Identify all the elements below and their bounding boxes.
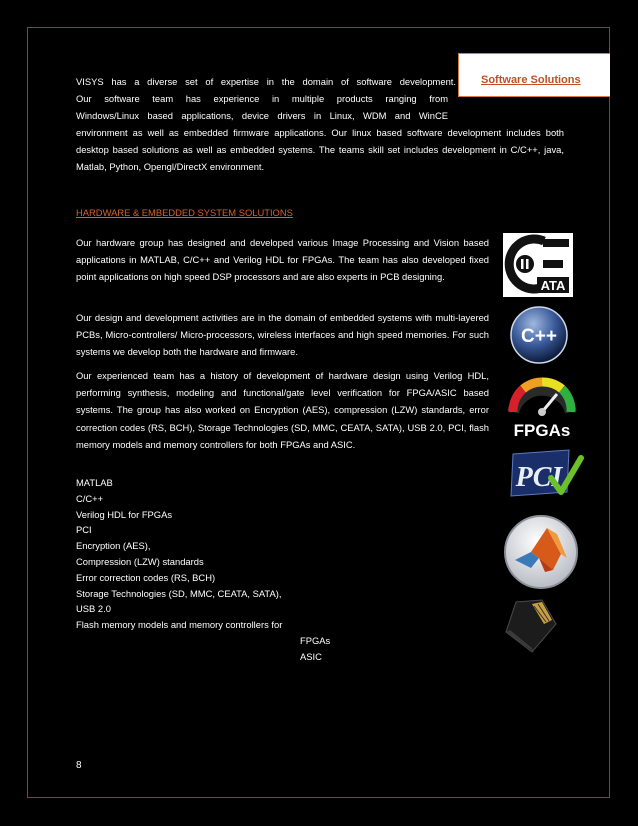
list-item: Flash memory models and memory controllers for	[76, 619, 283, 631]
list-subitem: FPGAs	[300, 634, 331, 646]
list-item: Compression (LZW) standards	[76, 555, 204, 567]
section-tab	[458, 53, 610, 97]
list-item: Storage Technologies (SD, MMC, CEATA, SATA),	[76, 587, 282, 599]
hardware-paragraph-2: Our design and development activities are in the domain of embedded systems with multi-layered PCBs, Micro-controllers/ Micro-processors, wireless interfaces and high speed memories. For such systems we develop both the hardware and firmware.	[76, 312, 489, 358]
ce-ata-logo-icon	[503, 233, 573, 297]
capability-list	[76, 475, 336, 665]
list-item: Verilog HDL for FPGAs	[76, 508, 173, 520]
software-line-1: VISYS has a diverse set of expertise in the domain of software development.	[76, 76, 456, 87]
hardware-heading: HARDWARE & EMBEDDED SYSTEM SOLUTIONS	[76, 207, 293, 218]
cpp-label: C++	[521, 326, 557, 347]
list-item: Error correction codes (RS, BCH)	[76, 571, 216, 583]
hardware-paragraph-3: Our experienced team has a history of development of hardware design using Verilog HDL, performing synthesis, modeling and functional/gate level verification for FPGA/ASIC based systems. The group has also worked on Encryption (AES), compression (LZW) standards, error correction codes (RS, BCH), Storage Technologies (SD, MMC, CEATA, SATA), USB 2.0, PCI, flash memory models and memory controllers for both FPGAs and ASIC.	[76, 370, 489, 450]
pci-logo-icon	[507, 448, 585, 500]
software-paragraph-rest: environment as well as embedded firmware applications. Our linux based software development includes both desktop based solutions as well as embedded systems. The teams skill set includes development in C/C++, java, Matlab, Python, Opengl/DirectX environment.	[76, 127, 564, 173]
software-line-2: Our software team has experience in multiple products ranging from	[76, 93, 448, 104]
pci-label: PCI	[515, 462, 563, 493]
list-item: C/C++	[76, 492, 104, 504]
list-subitem: ASIC	[300, 650, 322, 662]
matlab-logo-icon	[501, 514, 581, 590]
list-item: Encryption (AES),	[76, 540, 151, 552]
list-item: USB 2.0	[76, 603, 111, 615]
cpp-logo-icon	[509, 305, 569, 365]
page-number: 8	[76, 760, 82, 771]
sd-card-icon	[502, 598, 562, 654]
ata-label: ATA	[540, 278, 566, 293]
list-item: MATLAB	[76, 477, 113, 488]
hardware-paragraph-1: Our hardware group has designed and developed various Image Processing and Vision based applications in MATLAB, C/C++ and Verilog HDL for FPGAs. The team has also developed fixed point applications on high speed DSP processors and are also experts in PCB designing.	[76, 237, 489, 283]
fpga-gauge-icon	[505, 372, 579, 440]
fpga-label: FPGAs	[513, 421, 571, 440]
list-item: PCI	[76, 524, 92, 536]
section-tab-label: Software Solutions	[481, 74, 581, 86]
software-line-3: Windows/Linux based applications, device drivers in Linux, WDM and WinCE	[76, 110, 448, 121]
